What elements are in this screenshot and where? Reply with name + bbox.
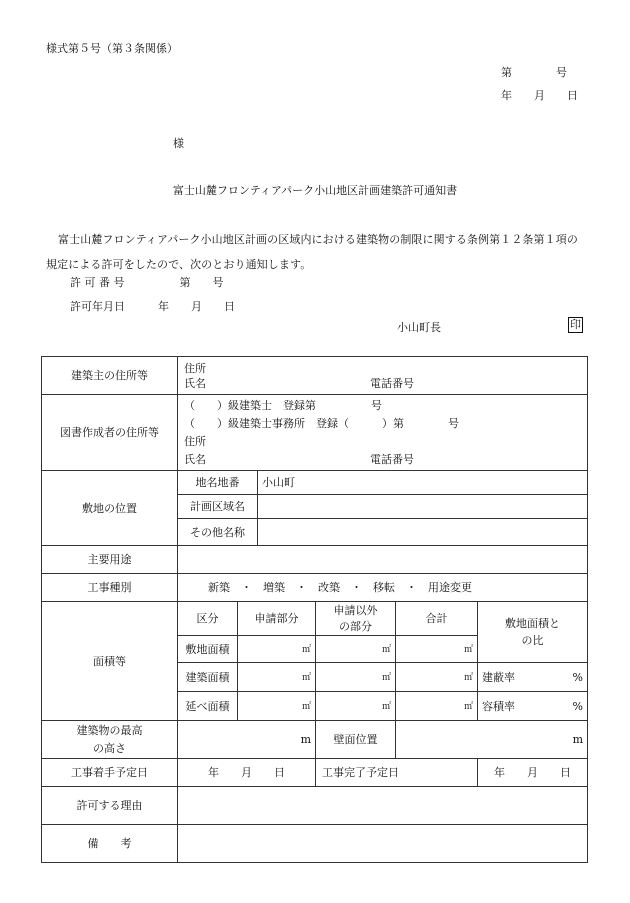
other-name-label: その他名称 xyxy=(178,519,258,546)
start-date-label: 工事着手予定日 xyxy=(42,759,178,787)
owner-phone-label: 電話番号 xyxy=(370,376,414,390)
addressee-honorific: 様 xyxy=(173,137,184,150)
permit-details-table xyxy=(41,356,588,863)
sqm-unit: ㎡ xyxy=(381,644,391,655)
remarks-value xyxy=(178,825,588,863)
main-use-value xyxy=(178,546,588,574)
remarks-label: 備 考 xyxy=(42,825,178,863)
permit-number: 許 可 番 号 第 号 xyxy=(70,276,224,289)
area-label: 面積等 xyxy=(42,602,178,721)
work-type-options: 新築 ・ 増築 ・ 改築 ・ 移転 ・ 用途変更 xyxy=(178,574,588,602)
site-location-label: 敷地の位置 xyxy=(42,471,178,546)
wall-position-unit: m xyxy=(396,721,588,759)
reason-value xyxy=(178,787,588,825)
sqm-unit: ㎡ xyxy=(463,644,473,655)
sqm-unit: ㎡ xyxy=(463,672,473,683)
seal-mark: 印 xyxy=(570,318,581,331)
col-kubun: 区分 xyxy=(178,602,238,636)
col-other: 申請以外の部分 xyxy=(316,602,396,636)
other-name-value xyxy=(258,519,588,546)
permit-date: 許可年月日 年 月 日 xyxy=(70,300,235,313)
main-use-label: 主要用途 xyxy=(42,546,178,574)
col-applied: 申請部分 xyxy=(238,602,316,636)
owner-name-label: 氏名 xyxy=(184,376,206,390)
wall-position-label: 壁面位置 xyxy=(316,721,396,759)
form-number-label: 様式第５号（第３条関係） xyxy=(46,42,178,55)
col-total: 合計 xyxy=(396,602,478,636)
designer-address-label: 住所 xyxy=(184,434,206,448)
designer-label: 図書作成者の住所等 xyxy=(42,395,178,471)
work-type-label: 工事種別 xyxy=(42,574,178,602)
sqm-unit: ㎡ xyxy=(301,701,311,712)
designer-name-label: 氏名 xyxy=(184,452,206,466)
notice-body-text: 富士山麓フロンティアパーク小山地区計画の区域内における建築物の制限に関する条例第１２条第１項の規定による許可をしたので、次のとおり通知します。 xyxy=(46,233,578,271)
far-label: 容積率 xyxy=(482,699,515,713)
sqm-unit: ㎡ xyxy=(381,701,391,712)
row-site-area: 敷地面積 xyxy=(178,636,238,663)
owner-label: 建築主の住所等 xyxy=(42,357,178,395)
end-date-label: 工事完了予定日 xyxy=(322,766,399,779)
architect-registration-line: （ ）級建築士 登録第 号 xyxy=(184,398,382,412)
sqm-unit: ㎡ xyxy=(463,701,473,712)
issuer-name: 小山町長 xyxy=(397,321,441,334)
office-registration-line: （ ）級建築士事務所 登録（ ）第 号 xyxy=(184,416,459,430)
sqm-unit: ㎡ xyxy=(301,672,311,683)
max-height-unit: m xyxy=(178,721,316,759)
owner-address-label: 住所 xyxy=(184,361,206,375)
sqm-unit: ㎡ xyxy=(381,672,391,683)
document-number-label: 第 号 xyxy=(501,66,567,79)
coverage-label: 建蔽率 xyxy=(482,670,515,684)
row-floor-area: 延べ面積 xyxy=(178,692,238,721)
sqm-unit: ㎡ xyxy=(301,644,311,655)
plan-area-name-label: 計画区域名 xyxy=(178,495,258,519)
designer-phone-label: 電話番号 xyxy=(370,452,414,466)
row-building-area: 建築面積 xyxy=(178,663,238,692)
document-title: 富士山麓フロンティアパーク小山地区計画建築許可通知書 xyxy=(172,184,458,197)
percent-unit: % xyxy=(572,699,583,713)
chiban-label: 地名地番 xyxy=(178,471,258,495)
start-date-value: 年 月 日 xyxy=(178,759,316,787)
chiban-value: 小山町 xyxy=(258,471,588,495)
max-height-label: 建築物の最高の高さ xyxy=(42,721,178,759)
percent-unit: % xyxy=(572,670,583,684)
document-date-label: 年 月 日 xyxy=(501,89,578,102)
end-date-value: 年 月 日 xyxy=(478,759,588,787)
reason-label: 許可する理由 xyxy=(42,787,178,825)
plan-area-name-value xyxy=(258,495,588,519)
col-ratio: 敷地面積との比 xyxy=(478,602,588,663)
